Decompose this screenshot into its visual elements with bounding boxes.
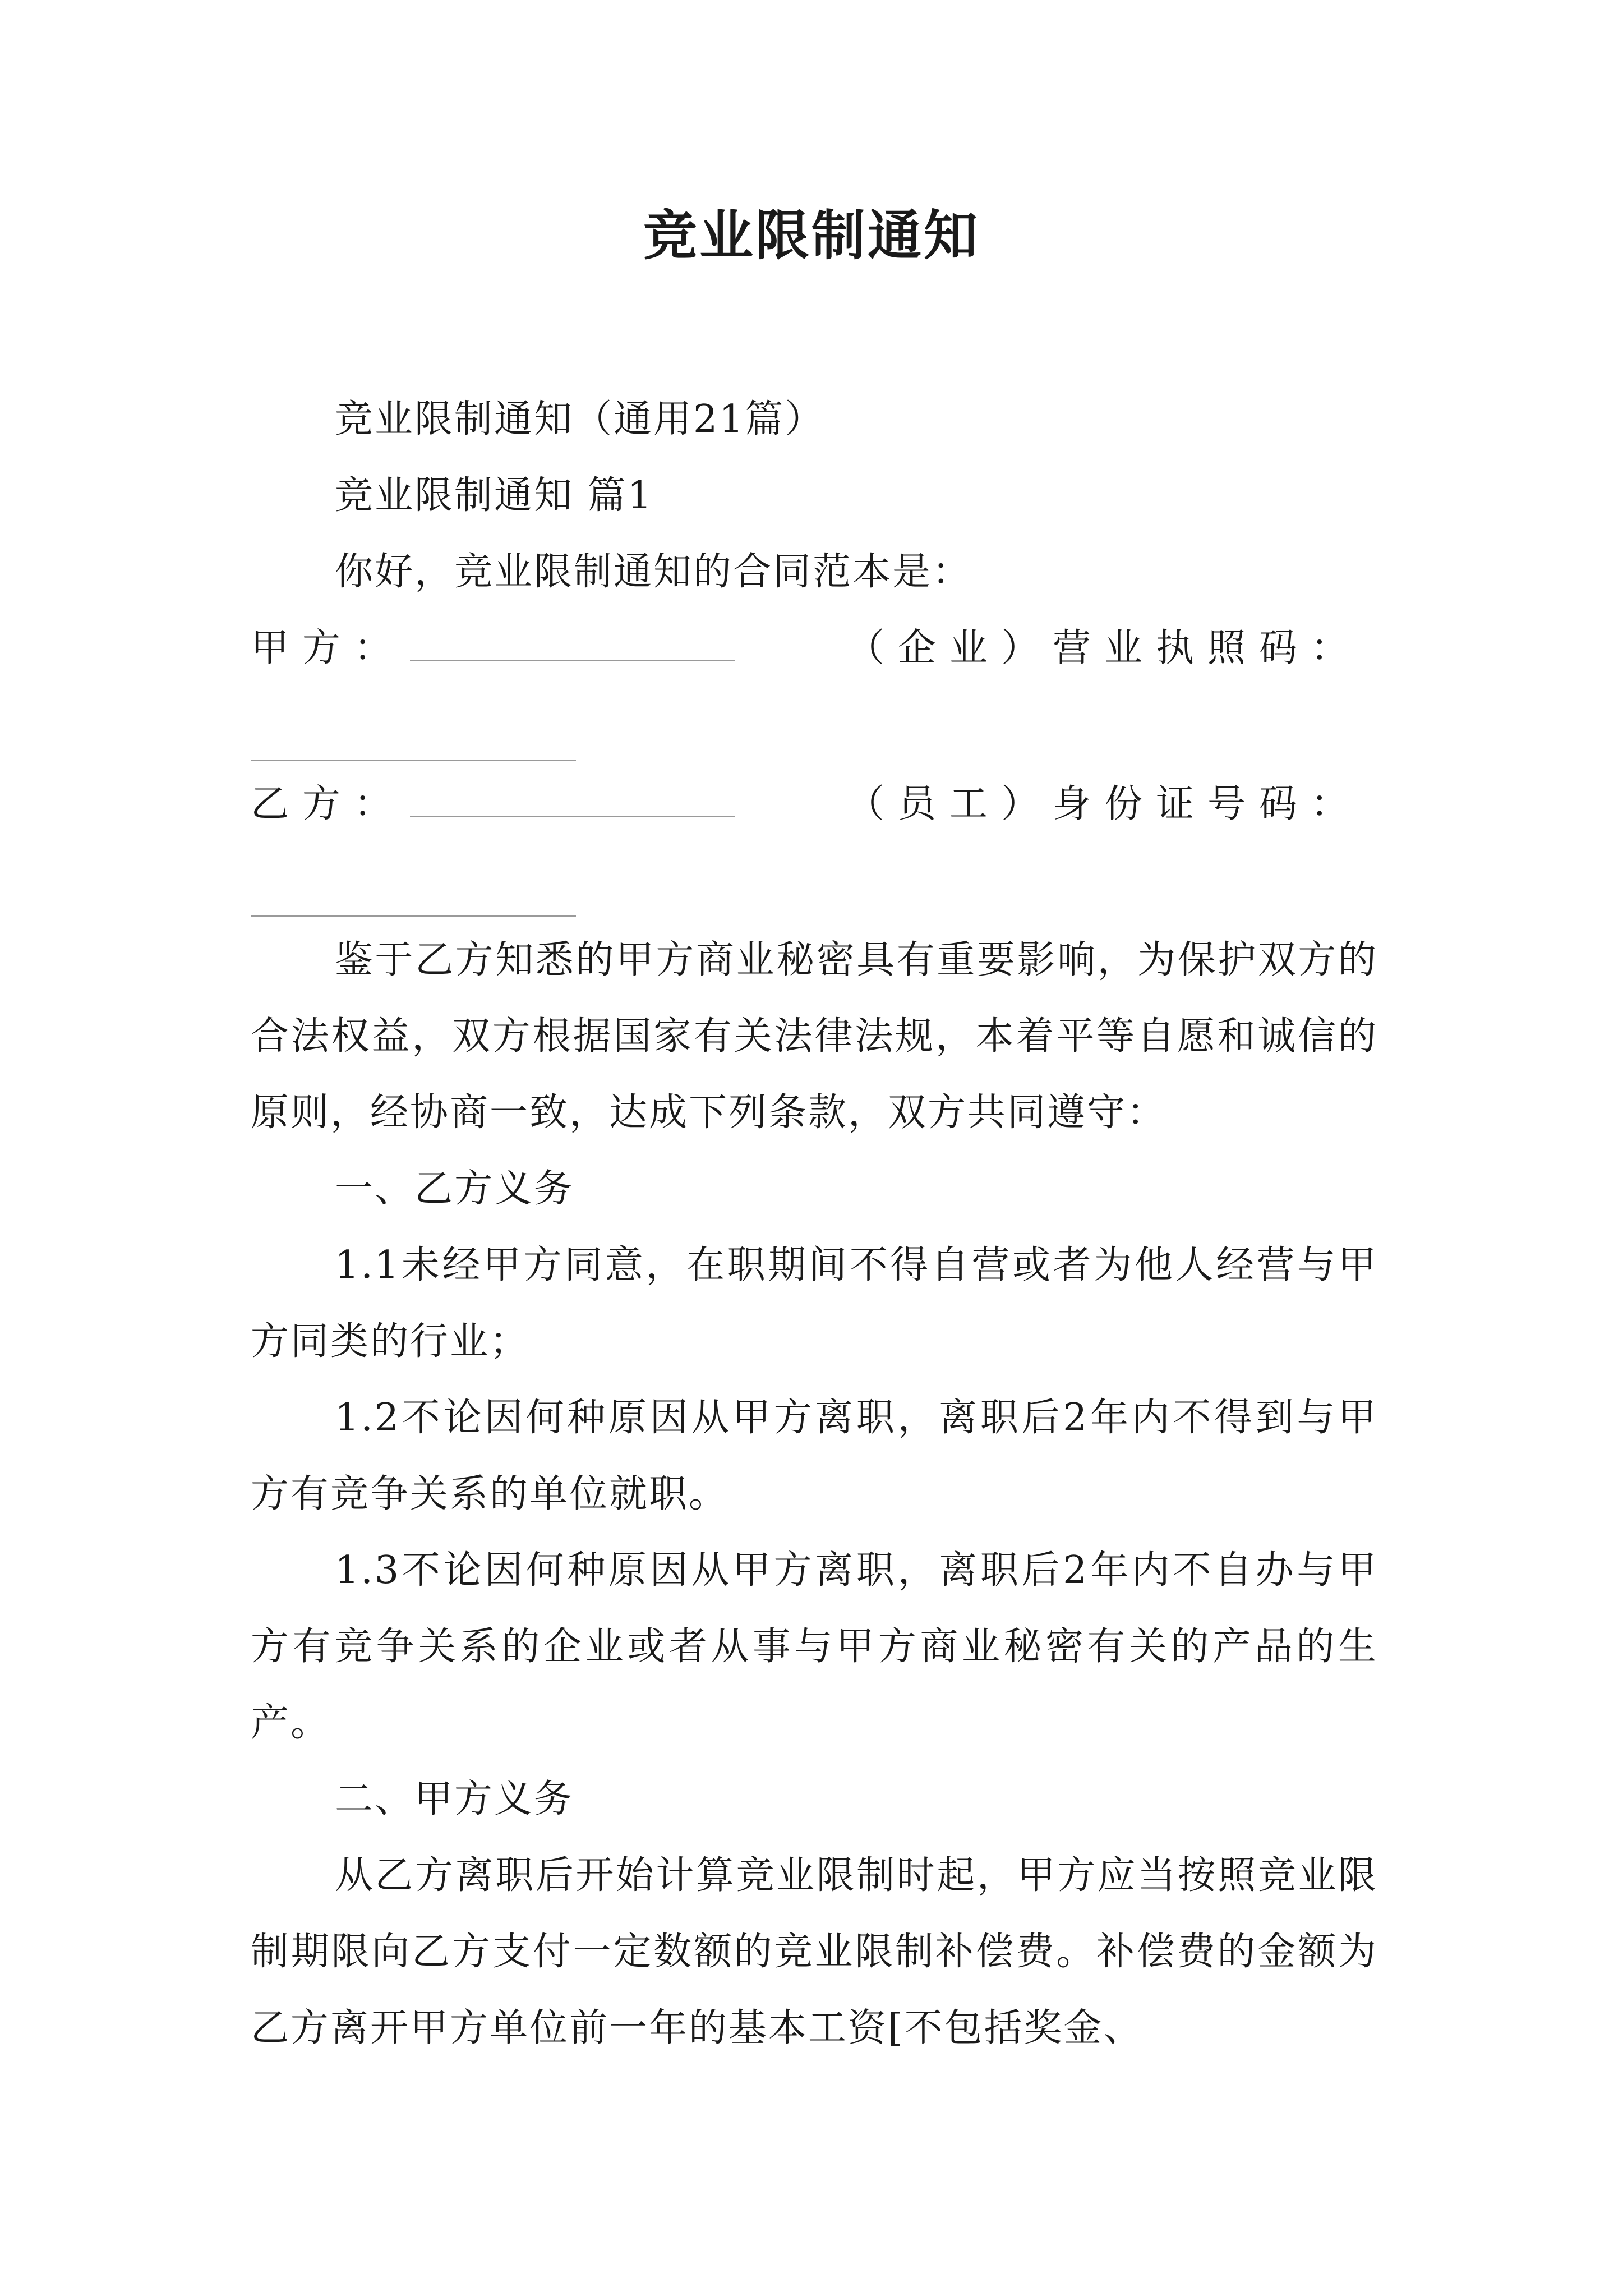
heading-party-a-obligations: 二、甲方义务 bbox=[335, 1777, 574, 1821]
document-body bbox=[251, 381, 1378, 2067]
clause-1-3: 1.3不论因何种原因从甲方离职，离职后2年内不自办与甲方有竞争关系的企业或者从事与甲方商业秘密有关的产品的生产。 bbox=[251, 1548, 1378, 1745]
party-a-row bbox=[251, 610, 1378, 687]
party-a-name-blank bbox=[410, 626, 735, 661]
party-b-label: 乙方： bbox=[251, 782, 406, 826]
party-b-id-label: （员工）身份证号码： bbox=[846, 782, 1363, 826]
page-title: 竞业限制通知 bbox=[643, 204, 980, 267]
party-b-row bbox=[251, 766, 1378, 843]
party-a-license-blank bbox=[251, 687, 576, 761]
clause-2: 从乙方离职后开始计算竞业限制时起，甲方应当按照竞业限制期限向乙方支付一定数额的竞业限制补偿费。补偿费的金额为乙方离开甲方单位前一年的基本工资[不包括奖金、 bbox=[251, 1853, 1378, 2050]
greeting: 你好，竞业限制通知的合同范本是： bbox=[335, 550, 972, 594]
party-b-id-blank bbox=[251, 843, 576, 917]
subtitle: 竞业限制通知（通用21篇） bbox=[335, 397, 825, 441]
party-a-label: 甲方： bbox=[251, 626, 406, 670]
section-heading: 竞业限制通知 篇1 bbox=[335, 473, 653, 518]
party-a-license-label: （企业）营业执照码： bbox=[846, 626, 1363, 670]
heading-party-b-obligations: 一、乙方义务 bbox=[335, 1167, 574, 1211]
clause-1-1: 1.1未经甲方同意，在职期间不得自营或者为他人经营与甲方同类的行业； bbox=[251, 1243, 1378, 1364]
party-b-name-blank bbox=[410, 782, 735, 817]
intro-paragraph: 鉴于乙方知悉的甲方商业秘密具有重要影响，为保护双方的合法权益，双方根据国家有关法律法规，本着平等自愿和诚信的原则，经协商一致，达成下列条款，双方共同遵守： bbox=[251, 938, 1378, 1135]
clause-1-2: 1.2不论因何种原因从甲方离职，离职后2年内不得到与甲方有竞争关系的单位就职。 bbox=[251, 1396, 1378, 1516]
